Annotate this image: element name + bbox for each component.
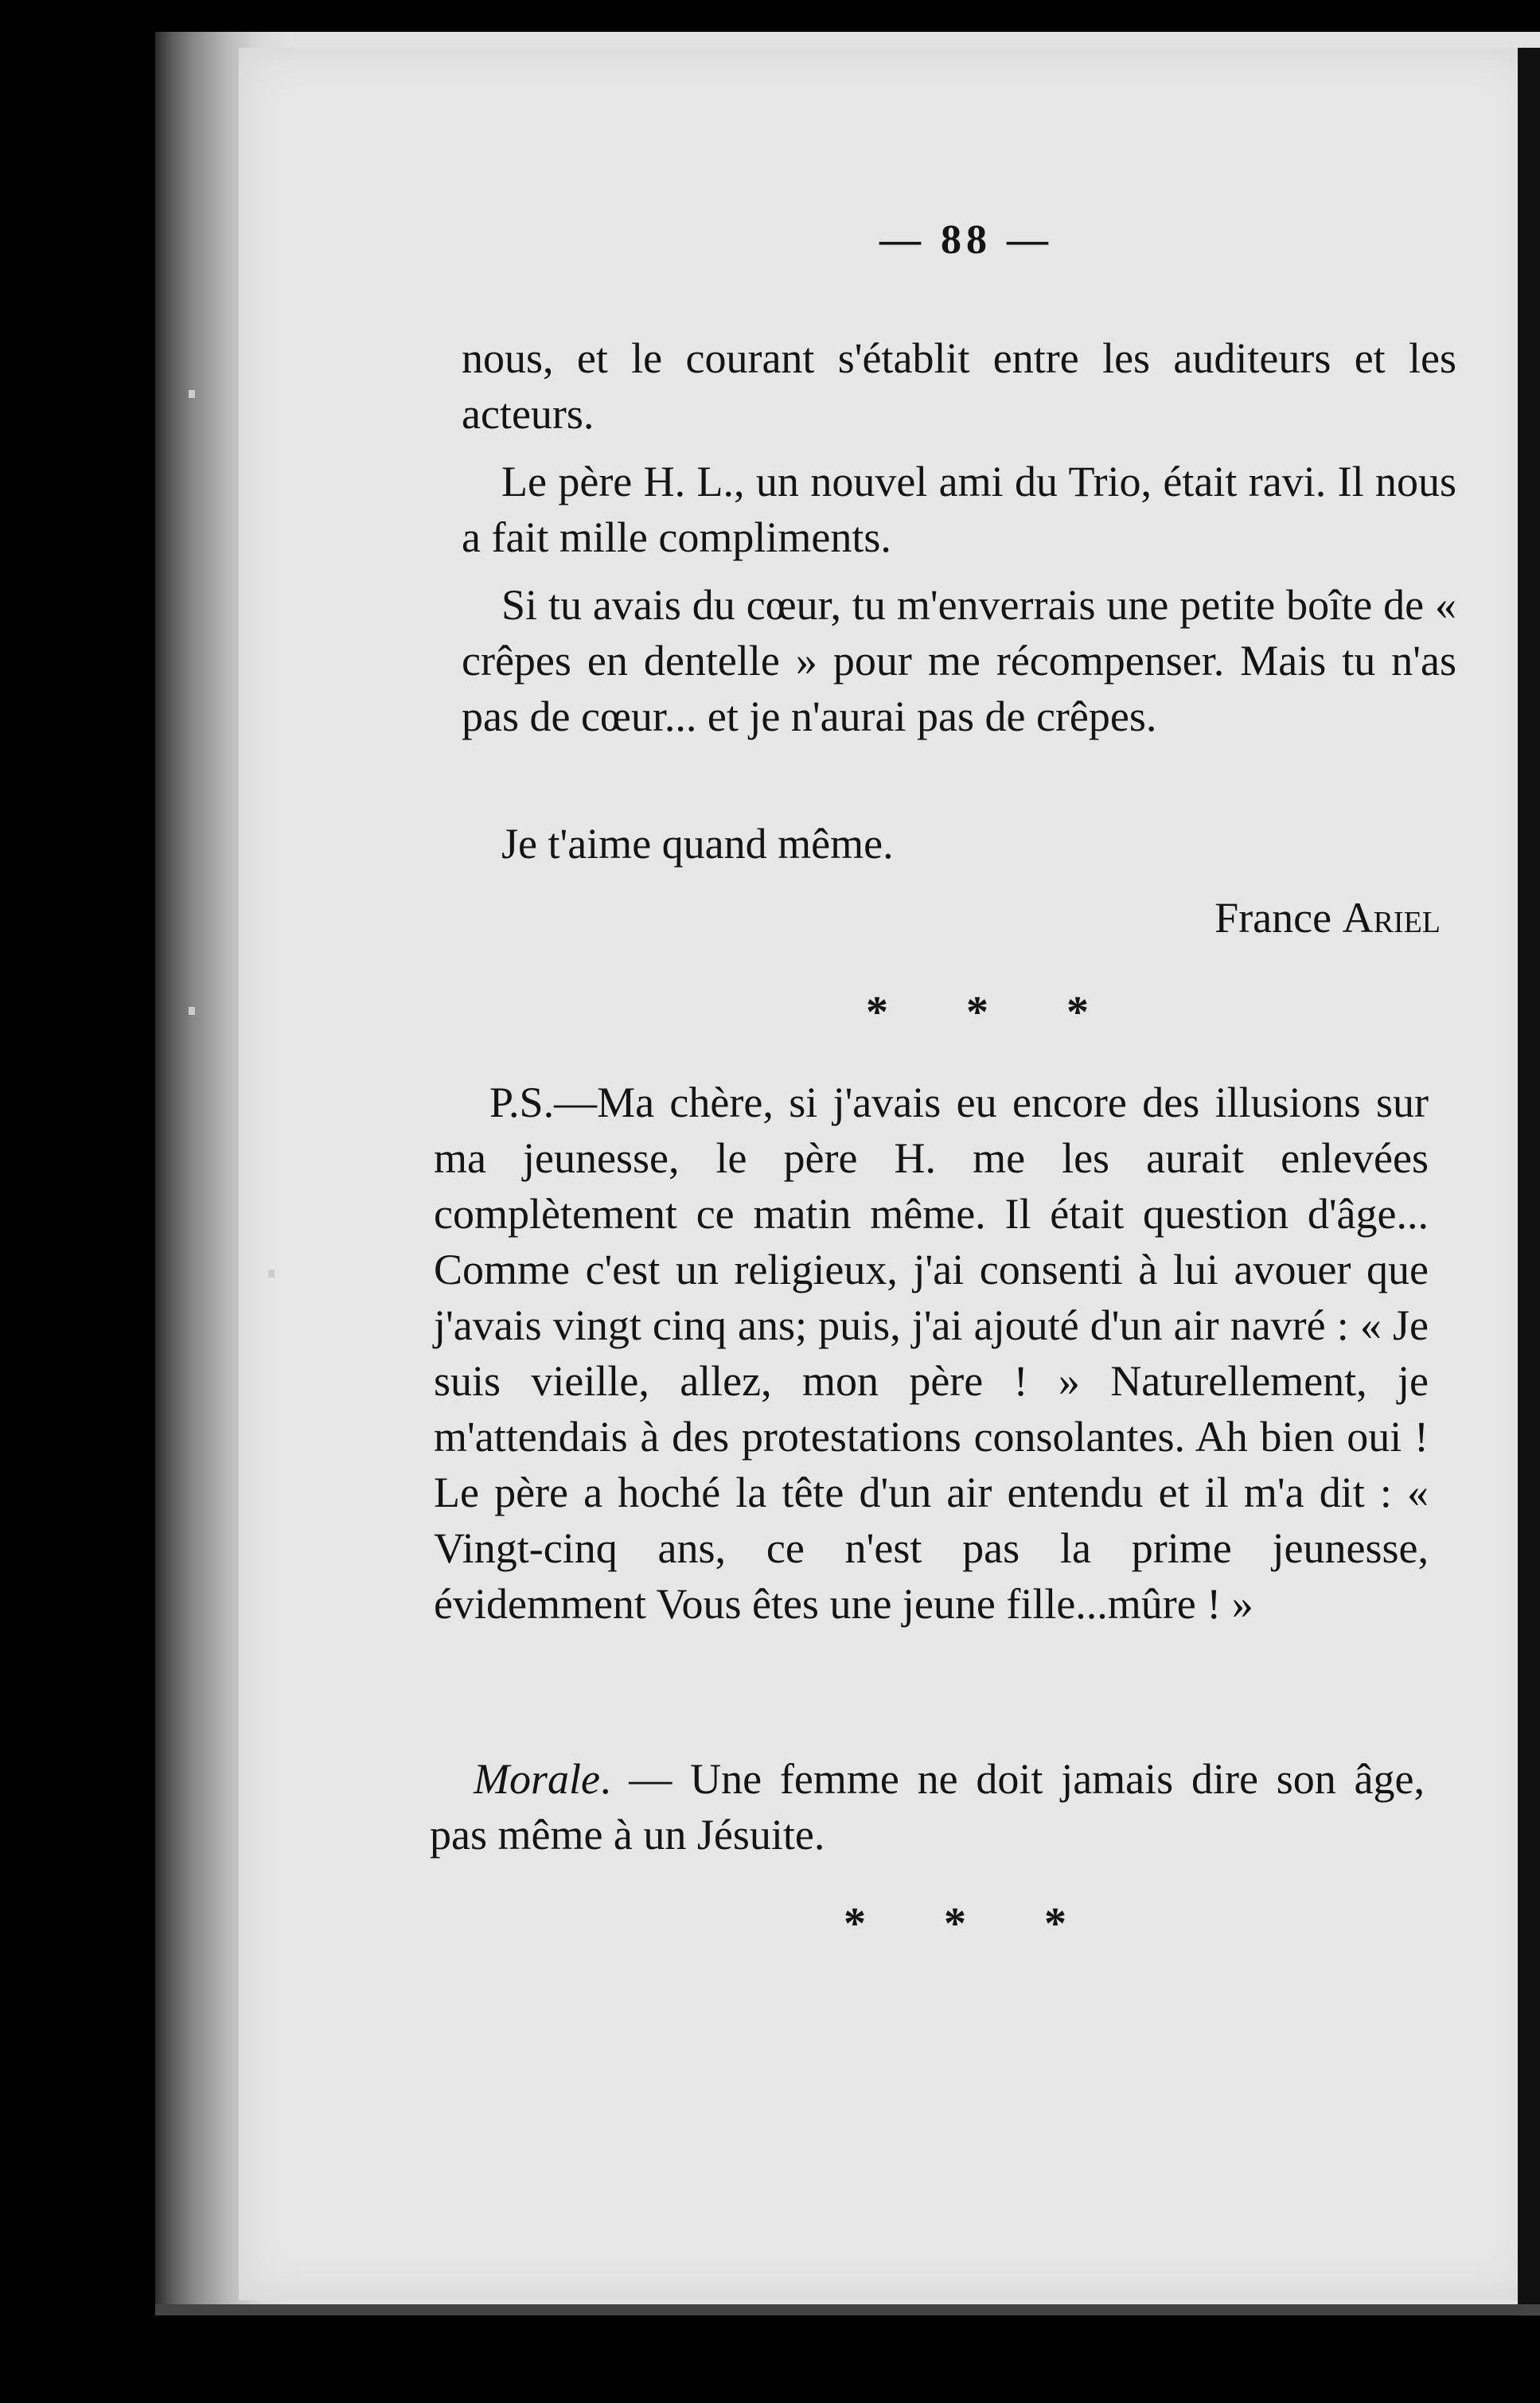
- moral: [430, 1751, 1425, 1863]
- section-separator-end: * * *: [844, 1899, 1100, 1949]
- signature: [1214, 893, 1441, 942]
- postscript: P.S.—Ma chère, si j'avais eu encore des illusions sur ma jeunesse, le père H. me les aurait enlevées complètement ce matin même. Il était question d'âge... Comme c'est un religieux, j'ai consenti à lui avouer que j'avais vingt cinq ans; puis, j'ai ajouté d'un air navré : « Je suis vieille, allez, mon père ! » Naturellement, je m'attendais à des protestations consolantes. Ah bien oui ! Le père a hoché la tête d'un air entendu et il m'a dit : « Vingt-cinq ans, ce n'est pas la prime jeunesse, évidemment Vous êtes une jeune fille...mûre ! »: [434, 1079, 1429, 1628]
- paragraph-1: nous, et le courant s'établit entre les auditeurs et les acteurs.: [462, 334, 1456, 438]
- paragraph-3: Si tu avais du cœur, tu m'enverrais une petite boîte de « crêpes en dentelle » pour me récompenser. Mais tu n'as pas de cœur... et je n'aurai pas de crêpes.: [462, 581, 1456, 740]
- page-number: — 88 —: [879, 217, 1053, 263]
- moral-label: Morale: [474, 1755, 600, 1803]
- speck: [268, 1270, 275, 1278]
- section-separator: * * *: [866, 988, 1122, 1037]
- page-bottom-edge: [155, 2304, 1540, 2315]
- moral-text: . — Une femme ne doit jamais dire son âge, pas même à un Jésuite.: [430, 1755, 1425, 1859]
- paragraph-4: Je t'aime quand même.: [501, 820, 894, 868]
- speck: [189, 390, 195, 398]
- signature-last-name: Ariel: [1342, 894, 1441, 942]
- page-edge: [1518, 48, 1540, 2316]
- speck: [189, 1007, 195, 1015]
- signature-first-name: France: [1214, 894, 1332, 942]
- paragraph-2: Le père H. L., un nouvel ami du Trio, était ravi. Il nous a fait mille compliments.: [462, 458, 1456, 561]
